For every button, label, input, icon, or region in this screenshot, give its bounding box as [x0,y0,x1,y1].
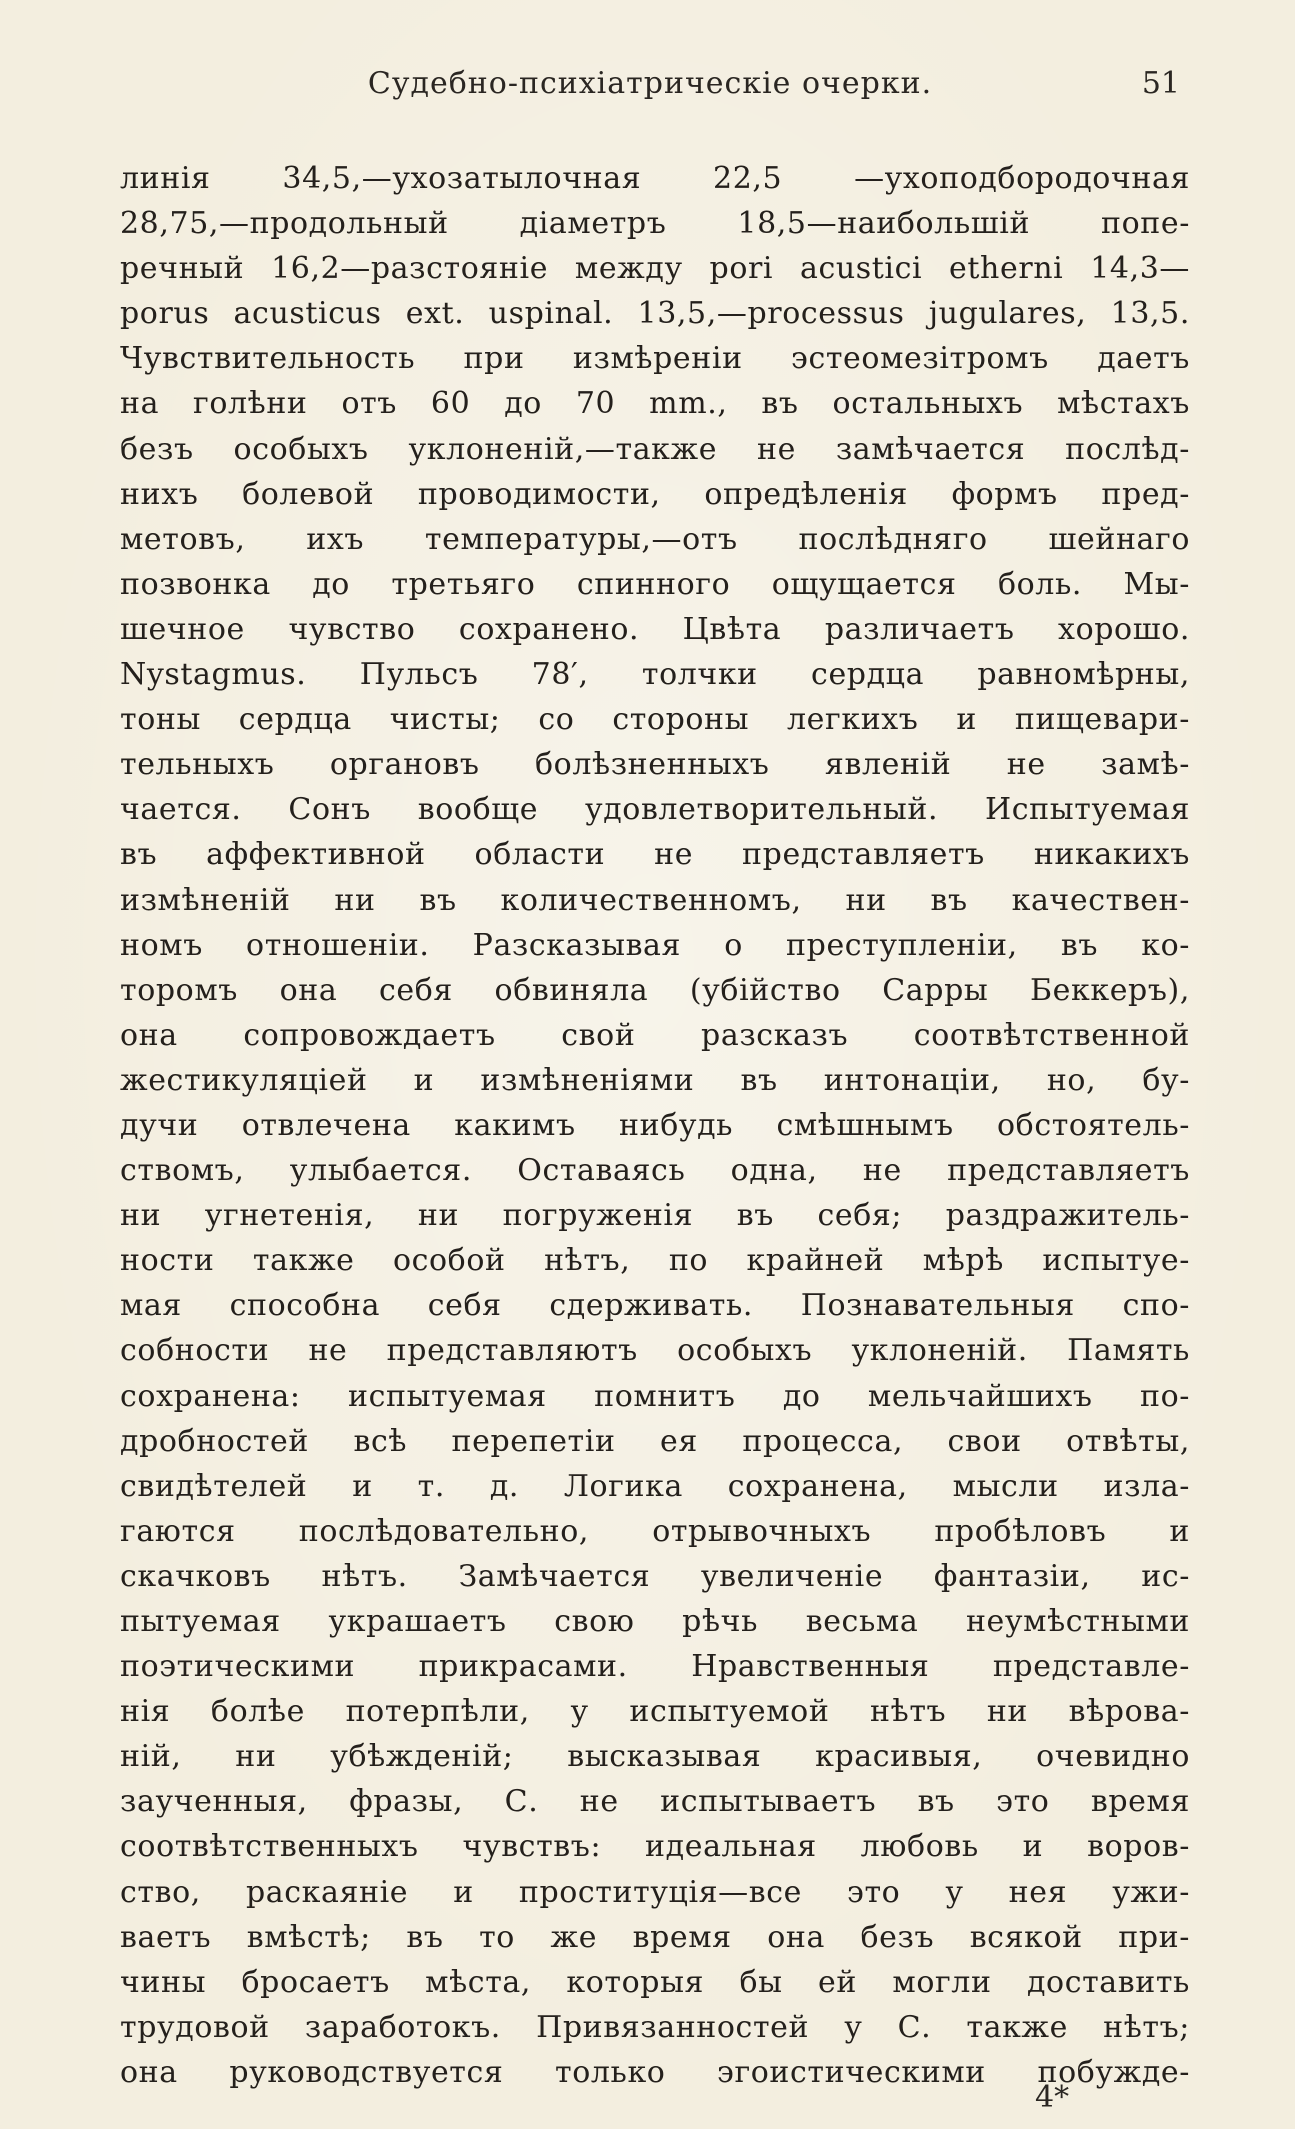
signature-mark: 4* [1035,2080,1070,2115]
text-line: на голѣни отъ 60 до 70 mm., въ остальныхъ мѣстахъ [120,386,1190,422]
text-line: соотвѣтственныхъ чувствъ: идеальная любовь и воров- [120,1829,1190,1865]
running-head [120,66,1180,116]
text-line: жестикуляціей и измѣненіями въ интонаціи, но, бу- [120,1062,1190,1098]
text-line: речный 16,2—разстояніе между pori acustici etherni 14,3— [120,251,1190,287]
text-line: нихъ болевой проводимости, опредѣленія формъ пред- [120,476,1190,512]
text-line: въ аффективной области не представляетъ никакихъ [120,837,1190,873]
text-line: ство, раскаяніе и проституція—все это у нея ужи- [120,1874,1190,1910]
text-line: ствомъ, улыбается. Оставаясь одна, не представляетъ [120,1153,1190,1189]
text-line: пытуемая украшаетъ свою рѣчь весьма неумѣстными [120,1604,1190,1639]
text-line: чины бросаетъ мѣста, которыя бы ей могли доставить [120,1964,1190,2000]
text-line: дучи отвлечена какимъ нибудь смѣшнымъ обстоятель- [120,1107,1190,1143]
text-line: дробностей всѣ перепетіи ея процесса, свои отвѣты, [120,1423,1190,1459]
text-line: метовъ, ихъ температуры,—отъ послѣдняго шейнаго [120,521,1190,557]
text-line: тельныхъ органовъ болѣзненныхъ явленій не замѣ- [120,747,1190,783]
text-line: гаются послѣдовательно, отрывочныхъ пробѣловъ и [120,1513,1190,1549]
text-line: измѣненій ни въ количественномъ, ни въ качествен- [120,882,1190,918]
text-line: Чувствительность при измѣреніи эстеомезітромъ даетъ [120,341,1190,377]
text-line: шечное чувство сохранено. Цвѣта различаетъ хорошо. [120,611,1190,647]
text-line: скачковъ нѣтъ. Замѣчается увеличеніе фантазіи, ис- [120,1558,1190,1594]
text-line: porus acusticus ext. uspinal. 13,5,—processus jugulares, 13,5. [120,296,1190,332]
text-line: Nystagmus. Пульсъ 78′, толчки сердца равномѣрны, [120,657,1190,693]
text-line: она сопровождаетъ свой разсказъ соотвѣтственной [120,1017,1190,1053]
text-line: поэтическими прикрасами. Нравственныя представле- [120,1649,1190,1685]
text-line: позвонка до третьяго спинного ощущается боль. Мы- [120,566,1190,602]
text-line: чается. Сонъ вообще удовлетворительный. Испытуемая [120,792,1190,828]
text-line: ности также особой нѣтъ, по крайней мѣрѣ испытуе- [120,1243,1190,1279]
text-line: торомъ она себя обвиняла (убійство Сарры Беккеръ), [120,972,1190,1008]
text-line: трудовой заработокъ. Привязанностей у С. также нѣтъ; [120,2009,1190,2045]
text-line: безъ особыхъ уклоненій,—также не замѣчается послѣд- [120,431,1190,467]
running-title: Судебно-психіатрическіе очерки. [367,66,933,101]
text-line: ній, ни убѣжденій; высказывая красивыя, очевидно [120,1739,1190,1775]
text-line: она руководствуется только эгоистическими побужде- [120,2054,1190,2090]
text-line: свидѣтелей и т. д. Логика сохранена, мысли изла- [120,1468,1190,1504]
text-line: номъ отношеніи. Разсказывая о преступленіи, въ ко- [120,927,1190,963]
body-text [120,156,1190,2095]
text-line: тоны сердца чисты; со стороны легкихъ и пищевари- [120,702,1190,738]
text-line: линія 34,5,—ухозатылочная 22,5 —ухоподбородочная [120,161,1190,196]
page-number: 51 [1141,66,1180,101]
text-line: заученныя, фразы, С. не испытываетъ въ это время [120,1784,1190,1820]
text-line: сохранена: испытуемая помнитъ до мельчайшихъ по- [120,1378,1190,1414]
text-line: нія болѣе потерпѣли, у испытуемой нѣтъ ни вѣрова- [120,1694,1190,1730]
text-line: мая способна себя сдерживать. Познавательныя спо- [120,1288,1190,1324]
text-line: 28,75,—продольный діаметръ 18,5—наибольшій попе- [120,206,1190,242]
text-line: ваетъ вмѣстѣ; въ то же время она безъ всякой при- [120,1919,1190,1955]
text-line: собности не представляютъ особыхъ уклоненій. Память [120,1333,1190,1369]
text-line: ни угнетенія, ни погруженія въ себя; раздражитель- [120,1198,1190,1234]
